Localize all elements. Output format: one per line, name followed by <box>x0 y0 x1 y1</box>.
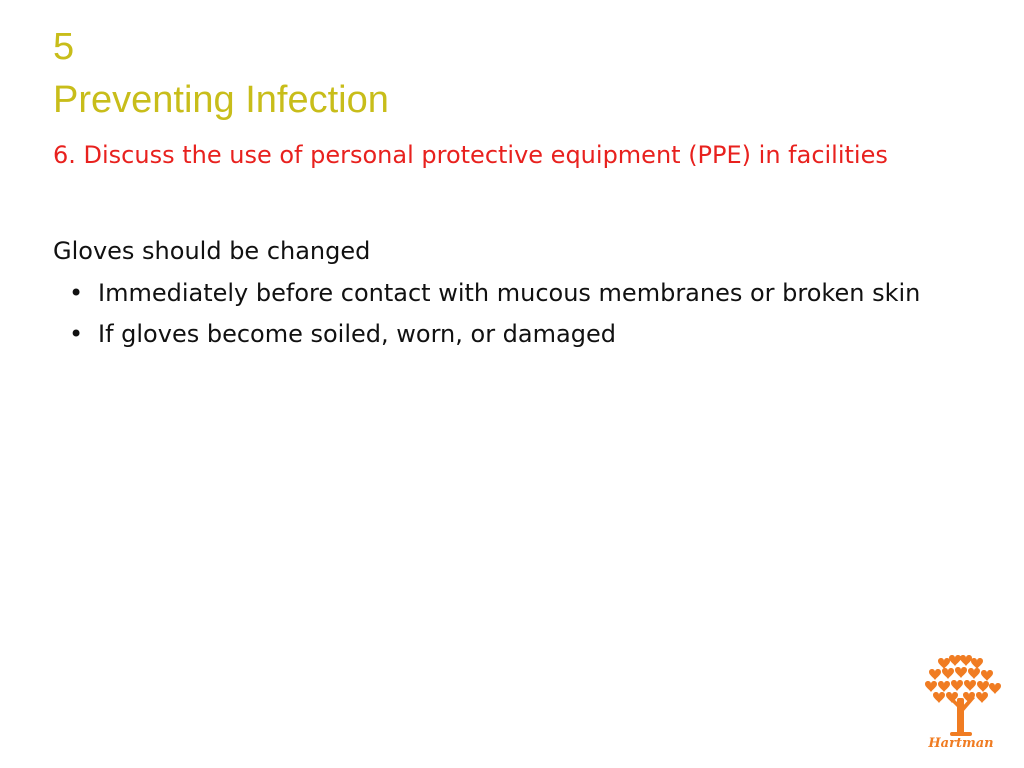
bullet-marker: • <box>69 320 84 348</box>
chapter-title: Preventing Infection <box>53 79 389 121</box>
bullet-marker: • <box>69 279 84 307</box>
list-item <box>53 277 933 310</box>
list-item <box>53 318 933 351</box>
body-heading: Gloves should be changed <box>53 237 371 265</box>
heart-tree-icon <box>920 650 1002 738</box>
bullet-list <box>53 277 933 359</box>
bullet-text: Immediately before contact with mucous membranes or broken skin <box>98 279 921 307</box>
chapter-number: 5 <box>53 26 75 68</box>
logo-wordmark: Hartman <box>928 736 994 751</box>
bullet-text: If gloves become soiled, worn, or damaged <box>98 320 616 348</box>
hartman-logo <box>920 650 1002 758</box>
learning-objective: 6. Discuss the use of personal protective equipment (PPE) in facilities <box>53 141 888 169</box>
